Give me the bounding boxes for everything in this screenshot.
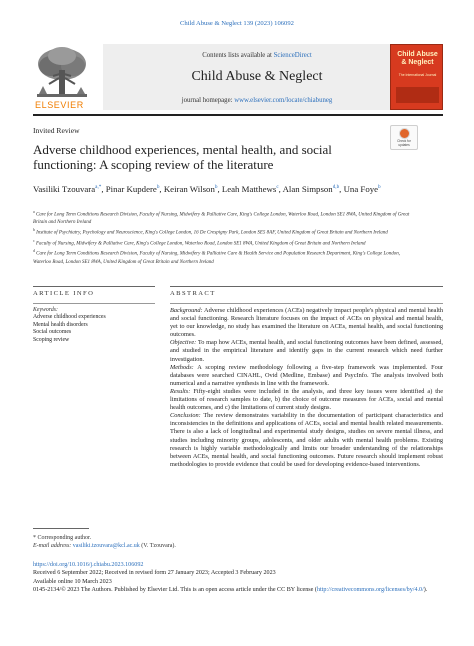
- author-name: Pinar Kupdere: [105, 183, 157, 194]
- email-label: E-mail address:: [33, 543, 72, 550]
- affiliation-marker: c: [33, 238, 35, 243]
- author[interactable]: [283, 184, 344, 194]
- author-separator: ,: [278, 183, 283, 194]
- author-affil-marker[interactable]: c: [276, 184, 279, 190]
- author-name: Alan Simpson: [282, 183, 333, 194]
- check-for-updates-button[interactable]: [390, 125, 418, 150]
- affiliation: [33, 238, 413, 248]
- keywords-label: Keywords:: [33, 307, 58, 313]
- affiliation-text: Care for Long Term Conditions Research Division, Faculty of Nursing, Midwifery & Palliative Care & Health Service and Population Research Department, King's College London, Waterloo Road, London SE1 8WA, United Kingdom of Great Britain and Northern Ireland: [33, 251, 401, 265]
- affiliation-text: Care for Long Term Conditions Research Division, Faculty of Nursing, Midwifery & Palliative Care, King's College London, Waterloo Road, London SE1 8WA, United Kingdom of Great Britain and Northern Ireland: [33, 212, 410, 226]
- abstract-label: Results:: [170, 387, 191, 395]
- author-name: Keiran Wilson: [163, 183, 215, 194]
- masthead-banner: [103, 44, 411, 110]
- author-name: Leah Matthews: [221, 183, 277, 194]
- received-dates: Received 6 September 2022; Received in revised form 27 January 2023; Accepted 3 February 2023: [33, 570, 276, 577]
- abstract-objective: [170, 339, 443, 363]
- author-affil-marker[interactable]: b: [156, 184, 160, 190]
- article-title: Adverse childhood experiences, mental health, and social functioning: A scoping review of the literature: [33, 142, 332, 173]
- abstract-label: Objective:: [170, 339, 197, 347]
- author[interactable]: [344, 184, 381, 194]
- keyword[interactable]: Social outcomes: [33, 329, 72, 336]
- journal-cover-thumbnail[interactable]: [390, 44, 443, 110]
- header-divider: [33, 114, 443, 116]
- author[interactable]: [164, 184, 222, 194]
- author-list: [33, 181, 433, 196]
- license-end: ).: [423, 586, 428, 593]
- homepage-link[interactable]: www.elsevier.com/locate/chiabuneg: [234, 97, 333, 104]
- publisher-wordmark: ELSEVIER: [35, 100, 84, 110]
- author[interactable]: [222, 184, 283, 194]
- keyword[interactable]: Scoping review: [33, 336, 70, 343]
- affiliation-text: Faculty of Nursing, Midwifery & Palliative Care, King's College London, Waterloo Road, London SE1 8WA, United Kingdom of Great Britain and Northern Ireland: [35, 241, 366, 247]
- author-affil-marker[interactable]: b: [378, 184, 381, 190]
- abstract-methods: [170, 364, 443, 388]
- contents-line: [103, 52, 411, 59]
- cover-subtitle: The International Journal: [398, 73, 437, 77]
- abstract-label: Background:: [170, 307, 203, 314]
- corresponding-author-note: * Corresponding author.: [33, 535, 92, 541]
- article-type: Invited Review: [33, 126, 80, 135]
- abstract-text: Adverse childhood experiences (ACEs) negatively impact people's physical and mental health and social functioning. Research literature focuses on the impact of ACEs on physical and mental health, yet to our knowledge, no study has examined the literature on ACEs, mental health, and social functioning outcomes.: [170, 307, 443, 339]
- affiliation-marker: d: [33, 249, 35, 254]
- homepage-prefix: journal homepage:: [181, 97, 235, 104]
- abstract-text: Fifty-eight studies were included in the analysis, and three key issues were identified a) the limitations of research samples to date, b) the choice of outcome measures for ACEs, social and mental health outcomes, and c) the limitations of current study designs.: [170, 387, 444, 412]
- journal-masthead: [33, 44, 443, 110]
- keyword[interactable]: Mental health disorders: [33, 321, 88, 328]
- publication-details: [33, 561, 443, 594]
- author-affil-marker[interactable]: d,b: [332, 184, 340, 190]
- homepage-line: [103, 97, 411, 104]
- doi-link[interactable]: https://doi.org/10.1016/j.chiabu.2023.106092: [33, 562, 144, 568]
- author-name: Una Foye: [343, 183, 379, 194]
- contents-prefix: Contents lists available at: [202, 52, 274, 59]
- affiliation-marker: a: [33, 210, 35, 214]
- author-affil-marker[interactable]: a,*: [95, 184, 102, 190]
- check-updates-icon: [399, 128, 410, 139]
- tree-logo-graphic: [33, 44, 91, 102]
- affiliation-marker: b: [33, 228, 35, 233]
- article-info-top-rule: [33, 286, 155, 287]
- license-statement: [33, 586, 443, 594]
- journal-title: Child Abuse & Neglect: [191, 69, 323, 84]
- check-updates-label: [391, 140, 417, 147]
- abstract-top-rule: [170, 286, 443, 287]
- affiliation: [33, 248, 413, 266]
- abstract-rule: [170, 303, 443, 304]
- cover-band: [396, 87, 439, 103]
- author-name: Vasiliki Tzouvara: [33, 183, 96, 194]
- running-head[interactable]: Child Abuse & Neglect 139 (2023) 106092: [180, 20, 294, 27]
- abstract-text: A scoping review methodology following a five-step framework was implemented. Four databases were searched CINAHL, Ovid (Medline, Embase) and PsycInfo. The analysis involved both numerical and a narrative synthesis in line with the framework.: [170, 363, 443, 387]
- keyword[interactable]: Adverse childhood experiences: [33, 314, 106, 320]
- abstract-label: Conclusion:: [170, 412, 201, 420]
- abstract-conclusion: [170, 412, 443, 469]
- cover-title: Child Abuse & Neglect: [397, 51, 438, 66]
- abstract-text: To map how ACEs, mental health, and social functioning outcomes have been defined, assessed, and studied in the empirical literature and identify gaps in the current research which need further investigation.: [170, 339, 443, 363]
- keywords-list: [33, 314, 143, 344]
- check-updates-line2: updates: [398, 142, 410, 147]
- author-affil-marker[interactable]: b: [214, 184, 218, 190]
- affiliation-text: Institute of Psychiatry, Psychology and Neuroscience, King's College London, 16 De Crespigny Park, London SE5 8AF, United Kingdom of Great Britain and Northern Ireland: [36, 230, 388, 236]
- abstract-text: The review demonstrates variability in the documentation of participant characteristics and inconsistencies in the definitions and applications of ACEs, social and mental health related measurements. There is also a lack of longitudinal and experimental study designs, studies on severe mental illness, and studies including minority groups, adolescents, and older adults with mental health problems. Existing research is highly variable methodologically and limits our broader understanding of the relationships between ACEs, mental health, and social functioning outcomes. Future research should implement robust methodologies to provide evidence that could be used for developing evidence-based interventions.: [170, 412, 443, 468]
- footnote: [33, 534, 176, 551]
- affiliation: [33, 227, 413, 237]
- article-info-rule: [33, 303, 155, 304]
- check-updates-line1: Check for: [397, 139, 411, 143]
- license-link[interactable]: http://creativecommons.org/licenses/by/4.0/: [316, 586, 424, 593]
- email-suffix: (V. Tzouvara).: [139, 543, 176, 550]
- abstract-background: [170, 307, 443, 339]
- abstract-heading: ABSTRACT: [170, 290, 216, 297]
- abstract-label: Methods:: [170, 363, 194, 371]
- footnote-rule: [33, 528, 89, 529]
- sciencedirect-link[interactable]: ScienceDirect: [273, 52, 312, 59]
- author-separator: ,: [101, 183, 106, 194]
- article-info-heading: ARTICLE INFO: [33, 290, 95, 297]
- author[interactable]: [33, 184, 106, 194]
- author-separator: ,: [217, 183, 222, 194]
- email-line: [33, 542, 176, 550]
- elsevier-tree-logo[interactable]: [33, 44, 91, 110]
- available-online-date: Available online 10 March 2023: [33, 578, 112, 585]
- abstract-results: [170, 388, 443, 412]
- affiliation: [33, 209, 413, 227]
- abstract-body: [170, 307, 443, 469]
- author[interactable]: [106, 184, 164, 194]
- affiliations: [33, 209, 413, 266]
- author-separator: ,: [159, 183, 164, 194]
- license-text: 0145-2134/© 2023 The Authors. Published by Elsevier Ltd. This is an open access article under the CC BY license (: [33, 586, 317, 593]
- email-link[interactable]: vasiliki.tzouvara@kcl.ac.uk: [72, 543, 140, 550]
- author-separator: ,: [339, 183, 344, 194]
